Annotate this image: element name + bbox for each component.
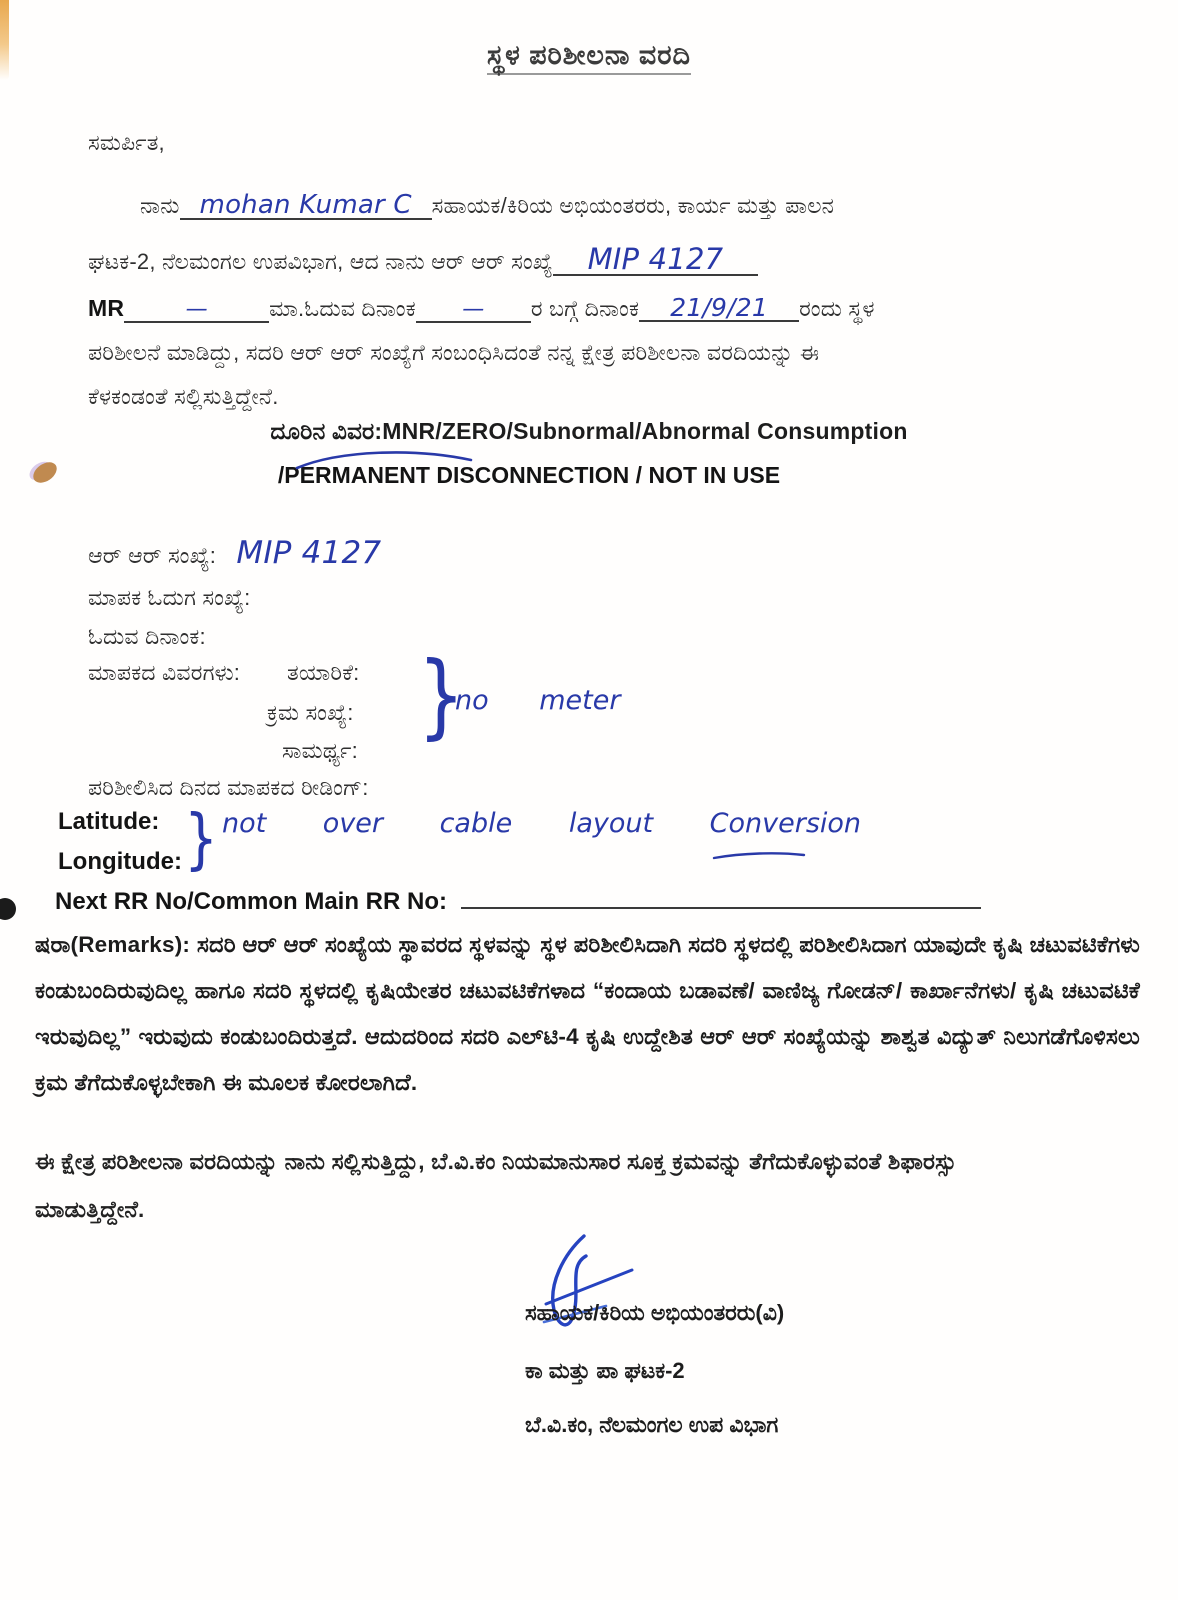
meter-reader-field-label: ಮಾಪಕ ಓದುಗ ಸಂಖ್ಯೆ: [88, 585, 251, 610]
signature-designation: ಸಹಾಯಕ/ಕಿರಿಯ ಅಭಿಯಂತರರು(ವಿ) [525, 1300, 785, 1325]
latlong-note-handwriting: not over cable layout Conversion [222, 808, 862, 839]
inspection-date-handwriting: 21/9/21 [670, 293, 768, 322]
mr-blank-dash: — [185, 297, 208, 322]
rr-number-field-handwriting: MIP 4127 [236, 535, 382, 571]
signature-division: ಬೆ.ವಿ.ಕಂ, ನೆಲಮಂಗಲ ಉಪ ವಿಭಾಗ [525, 1412, 779, 1437]
meter-group-brace-handwriting: } [417, 642, 465, 749]
salutation: ಸಮರ್ಪಿತ, [88, 130, 165, 155]
scan-artifact-ink-dot [0, 898, 16, 920]
closing-paragraph: ಈ ಕ್ಷೇತ್ರ ಪರಿಶೀಲನಾ ವರದಿಯನ್ನು ನಾನು ಸಲ್ಲಿಸುತ್ತಿದ್ದು, ಬೆ.ವಿ.ಕಂ ನಿಯಮಾನುಸಾರ ಸೂಕ್ತ ಕ್ರಮವನ್ನು ತೆಗೆದುಕೊಳ್ಳುವಂತೆ ಶಿಫಾರಸ್ಸು ಮಾಡುತ್ತಿದ್ದೇನೆ. [35, 1149, 957, 1222]
intro-line-3 [88, 295, 875, 323]
read-date-blank [416, 298, 531, 323]
intro-unit-text: ಘಟಕ-2, ನೆಲಮಂಗಲ ಉಪವಿಭಾಗ, ಆದ ನಾನು ಆರ್ ಆರ್ ಸಂಖ್ಯೆ [88, 249, 553, 274]
pen-stroke-over-permanent [295, 448, 475, 472]
latlong-brace-handwriting: } [184, 800, 218, 877]
about-date-label: ರ ಬಗ್ಗೆ ದಿನಾಂಕ [530, 296, 640, 321]
signature-unit: ಕಾ ಮತ್ತು ಪಾ ಘಟಕ-2 [525, 1358, 685, 1383]
mr-label: MR [88, 295, 125, 321]
mr-blank [124, 298, 269, 323]
intro-line-5: ಕೆಳಕಂಡಂತೆ ಸಲ್ಲಿಸುತ್ತಿದ್ದೇನೆ. [88, 384, 279, 409]
complaint-line-1 [0, 418, 1178, 445]
rr-number-handwriting: MIP 4127 [587, 242, 724, 276]
intro-line-2 [88, 242, 758, 276]
inspection-reading-label: ಪರಿಶೀಲಿಸಿದ ದಿನದ ಮಾಪಕದ ರೀಡಿಂಗ್: [88, 775, 369, 800]
remarks-label: ಷರಾ(Remarks): [35, 932, 191, 957]
rr-number-field-label: ಆರ್ ಆರ್ ಸಂಖ್ಯೆ: [88, 543, 217, 568]
complaint-line-2-text: /PERMANENT DISCONNECTION / NOT IN USE [277, 462, 781, 488]
next-rr-field [55, 883, 981, 916]
rr-number-field [88, 535, 381, 571]
longitude-label: Longitude: [58, 848, 182, 875]
latitude-label: Latitude: [58, 808, 160, 835]
signature-scribble [540, 1232, 640, 1347]
intro-role-text: ಸಹಾಯಕ/ಕಿರಿಯ ಅಭಿಯಂತರರು, ಕಾರ್ಯ ಮತ್ತು ಪಾಲನ [431, 193, 835, 218]
next-rr-label: Next RR No/Common Main RR No: [55, 888, 447, 915]
meter-read-date-label: ಮಾ.ಓದುವ ದಿನಾಂಕ [269, 296, 416, 321]
intro-line-1 [140, 192, 834, 220]
rr-number-blank [553, 242, 758, 276]
remarks-paragraph [35, 922, 1140, 1106]
complaint-line-1-text: ದೂರಿನ ವಿವರ:MNR/ZERO/Subnormal/Abnormal Consumption [270, 418, 908, 444]
meter-capacity-label: ಸಾಮರ್ಥ್ಯ: [282, 738, 358, 763]
meter-details-label: ಮಾಪಕದ ವಿವರಗಳು: [88, 660, 241, 685]
intro-i-am-label: ನಾನು [140, 193, 180, 218]
meter-note-handwriting: no meter [455, 685, 621, 716]
officer-name-handwriting: mohan Kumar C [199, 190, 412, 220]
page-title-text: ಸ್ಥಳ ಪರಿಶೀಲನಾ ವರದಿ [487, 40, 691, 75]
officer-name-blank [180, 192, 432, 220]
next-rr-blank [461, 883, 981, 909]
pen-underline-conversion [712, 850, 807, 862]
read-date-blank-dash: — [462, 297, 485, 322]
complaint-line-2 [0, 462, 1058, 489]
meter-make-label: ತಯಾರಿಕೆ: [287, 660, 360, 685]
on-that-day-text: ರಂದು ಸ್ಥಳ [799, 296, 875, 321]
inspection-date-blank [639, 295, 799, 322]
intro-line-4: ಪರಿಶೀಲನೆ ಮಾಡಿದ್ದು, ಸದರಿ ಆರ್ ಆರ್ ಸಂಖ್ಯೆಗೆ ಸಂಬಂಧಿಸಿದಂತೆ ನನ್ನ ಕ್ಷೇತ್ರ ಪರಿಶೀಲನಾ ವರದಿಯನ್ನು ಈ [88, 340, 820, 365]
remarks-body: ಸದರಿ ಆರ್ ಆರ್ ಸಂಖ್ಯೆಯ ಸ್ಥಾವರದ ಸ್ಥಳವನ್ನು ಸ್ಥಳ ಪರಿಶೀಲಿಸಿದಾಗಿ ಸದರಿ ಸ್ಥಳದಲ್ಲಿ ಪರಿಶೀಲಿಸಿದಾಗ ಯಾವುದೇ ಕೃಷಿ ಚಟುವಟಿಕೆಗಳು ಕಂಡುಬಂದಿರುವುದಿಲ್ಲ ಹಾಗೂ ಸದರಿ ಸ್ಥಳದಲ್ಲಿ ಕೃಷಿಯೇತರ ಚಟುವಟಿಕೆಗಳಾದ “ಕಂದಾಯ ಬಡಾವಣೆ/ ವಾಣಿಜ್ಯ ಗೋಡನ್/ ಕಾರ್ಖಾನೆಗಳು/ ಕೃಷಿ ಚಟುವಟಿಕೆ ಇರುವುದಿಲ್ಲ” ಇರುವುದು ಕಂಡುಬಂದಿರುತ್ತದೆ. ಆದುದರಿಂದ ಸದರಿ ಎಲ್‌ಟಿ-4 ಕೃಷಿ ಉದ್ದೇಶಿತ ಆರ್ ಆರ್ ಸಂಖ್ಯೆಯನ್ನು ಶಾಶ್ವತ ವಿದ್ಯುತ್ ನಿಲುಗಡೆಗೊಳಿಸಲು ಕ್ರಮ ತೆಗೆದುಕೊಳ್ಳಬೇಕಾಗಿ ಈ ಮೂಲಕ ಕೋರಲಾಗಿದೆ. [35, 932, 1140, 1095]
page-title [0, 40, 1178, 72]
meter-serial-label: ಕ್ರಮ ಸಂಖ್ಯೆ: [267, 700, 354, 725]
reading-date-field-label: ಓದುವ ದಿನಾಂಕ: [88, 624, 206, 649]
